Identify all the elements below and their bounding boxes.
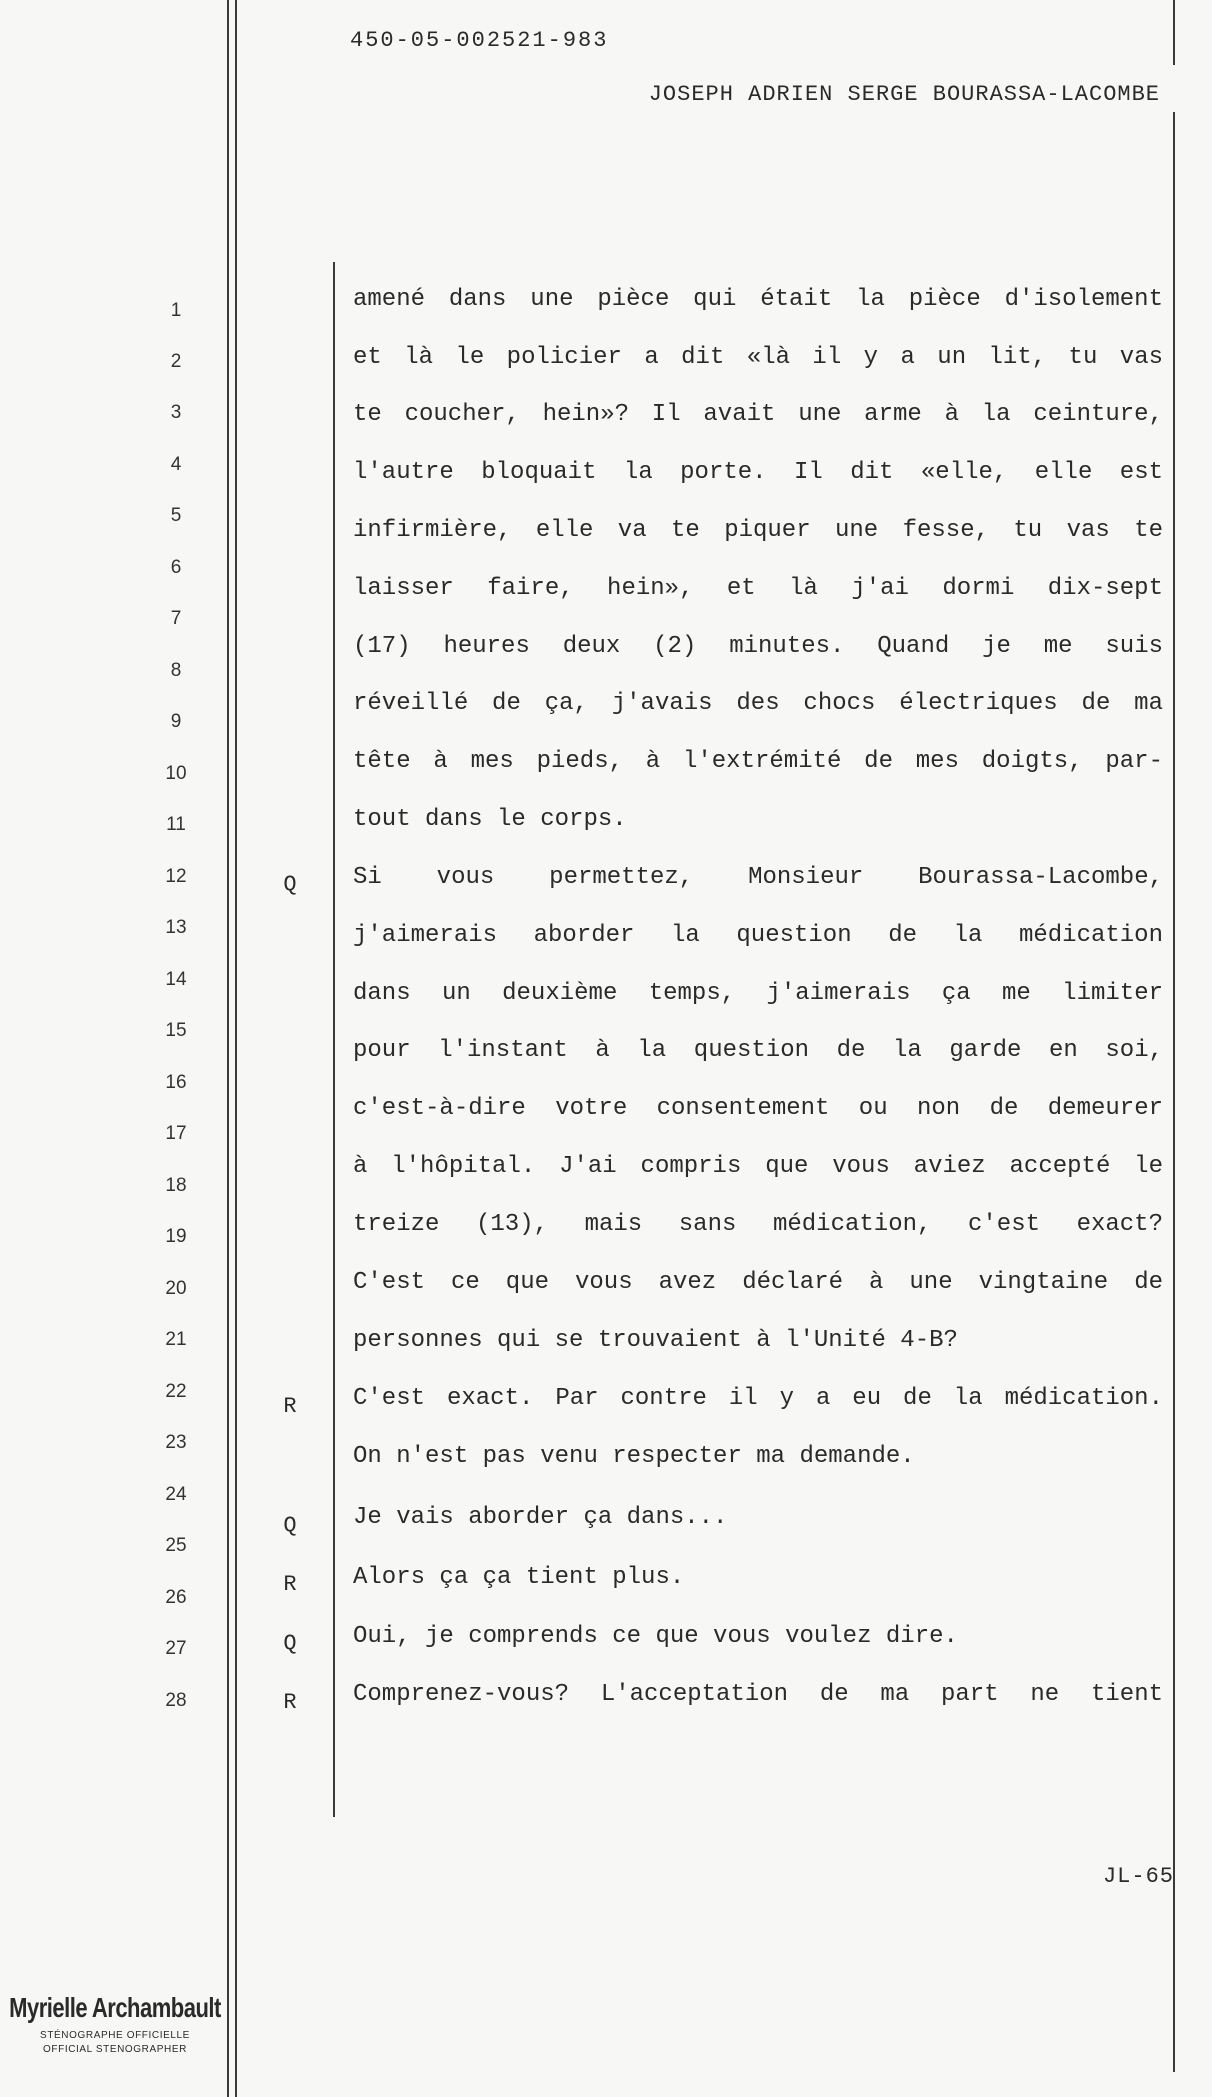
transcript-line: treize (13), mais sans médication, c'est exact?	[353, 1211, 1163, 1238]
line-number: 1	[170, 300, 182, 321]
line-number: 4	[170, 454, 182, 475]
line-number: 16	[165, 1072, 187, 1093]
speaker-marker: Q	[283, 1513, 297, 1538]
speaker-marker: R	[283, 1394, 297, 1419]
right-margin-rule	[1173, 0, 1175, 65]
line-number: 22	[165, 1381, 187, 1402]
transcript-line: On n'est pas venu respecter ma demande.	[353, 1443, 915, 1470]
line-number: 26	[165, 1587, 187, 1608]
line-number: 5	[170, 505, 182, 526]
transcript-line: c'est-à-dire votre consentement ou non de demeurer	[353, 1095, 1163, 1122]
page-code: JL-65	[1102, 1864, 1174, 1889]
transcript-line: infirmière, elle va te piquer une fesse, tu vas te	[353, 517, 1163, 544]
line-number: 11	[166, 814, 186, 835]
line-number: 17	[165, 1123, 187, 1144]
speaker-marker: R	[283, 1690, 297, 1715]
line-number: 23	[165, 1432, 187, 1453]
transcript-line: te coucher, hein»? Il avait une arme à la ceinture,	[353, 401, 1163, 428]
line-number: 20	[165, 1278, 187, 1299]
speaker-marker: Q	[283, 1631, 297, 1656]
transcript-line: Alors ça ça tient plus.	[353, 1564, 685, 1591]
line-number: 25	[165, 1535, 187, 1556]
transcript-line: (17) heures deux (2) minutes. Quand je me suis	[353, 633, 1163, 660]
transcript-line: tout dans le corps.	[353, 806, 627, 833]
line-number: 19	[165, 1226, 187, 1247]
transcript-line: pour l'instant à la question de la garde en soi,	[353, 1037, 1163, 1064]
transcript-line: personnes qui se trouvaient à l'Unité 4-B?	[353, 1327, 958, 1354]
line-number: 8	[170, 660, 182, 681]
line-number: 21	[165, 1329, 187, 1350]
speaker-marker: Q	[283, 872, 297, 897]
stenographer-title-fr: STÉNOGRAPHE OFFICIELLE	[40, 2030, 190, 2041]
transcript-line: laisser faire, hein», et là j'ai dormi dix-sept	[353, 575, 1163, 602]
transcript-line: j'aimerais aborder la question de la médication	[353, 922, 1163, 949]
transcript-line: dans un deuxième temps, j'aimerais ça me limiter	[353, 980, 1163, 1007]
speaker-marker: R	[283, 1572, 297, 1597]
case-number: 450-05-002521-983	[350, 28, 609, 53]
left-margin-rule-outer	[227, 0, 229, 2097]
transcript-line: Je vais aborder ça dans...	[353, 1504, 728, 1531]
line-number: 9	[170, 711, 182, 732]
line-number: 12	[165, 866, 187, 887]
transcript-line: Si vous permettez, Monsieur Bourassa-Lacombe,	[353, 864, 1163, 891]
witness-name: JOSEPH ADRIEN SERGE BOURASSA-LACOMBE	[648, 82, 1160, 107]
transcript-line: C'est exact. Par contre il y a eu de la médication.	[353, 1385, 1163, 1412]
line-number: 3	[170, 402, 182, 423]
transcript-line: tête à mes pieds, à l'extrémité de mes doigts, par-	[353, 748, 1163, 775]
stenographer-name: Myrielle Archambault	[9, 1991, 221, 2023]
line-number: 28	[165, 1690, 187, 1711]
transcript-line: réveillé de ça, j'avais des chocs électriques de ma	[353, 690, 1163, 717]
line-number: 13	[165, 917, 187, 938]
line-number: 15	[165, 1020, 187, 1041]
line-number: 18	[165, 1175, 187, 1196]
transcript-line: à l'hôpital. J'ai compris que vous aviez accepté le	[353, 1153, 1163, 1180]
line-number: 2	[170, 351, 182, 372]
stenographer-title-en: OFFICIAL STENOGRAPHER	[43, 2044, 187, 2055]
speaker-column-rule	[333, 262, 335, 1817]
transcript-line: Oui, je comprends ce que vous voulez dire.	[353, 1623, 958, 1650]
transcript-line: amené dans une pièce qui était la pièce d'isolement	[353, 286, 1163, 313]
stenographer-stamp	[0, 1991, 230, 2057]
transcript-line: C'est ce que vous avez déclaré à une vingtaine de	[353, 1269, 1163, 1296]
line-number: 27	[165, 1638, 187, 1659]
line-number: 10	[165, 763, 187, 784]
line-number: 6	[170, 557, 182, 578]
left-margin-rule-inner	[235, 0, 237, 2097]
line-number: 7	[170, 608, 182, 629]
line-number: 24	[165, 1484, 187, 1505]
right-margin-rule-lower	[1173, 112, 1175, 2072]
transcript-line: Comprenez-vous? L'acceptation de ma part ne tient	[353, 1681, 1163, 1708]
transcript-line: et là le policier a dit «là il y a un lit, tu vas	[353, 344, 1163, 371]
line-number: 14	[165, 969, 187, 990]
transcript-line: l'autre bloquait la porte. Il dit «elle, elle est	[353, 459, 1163, 486]
